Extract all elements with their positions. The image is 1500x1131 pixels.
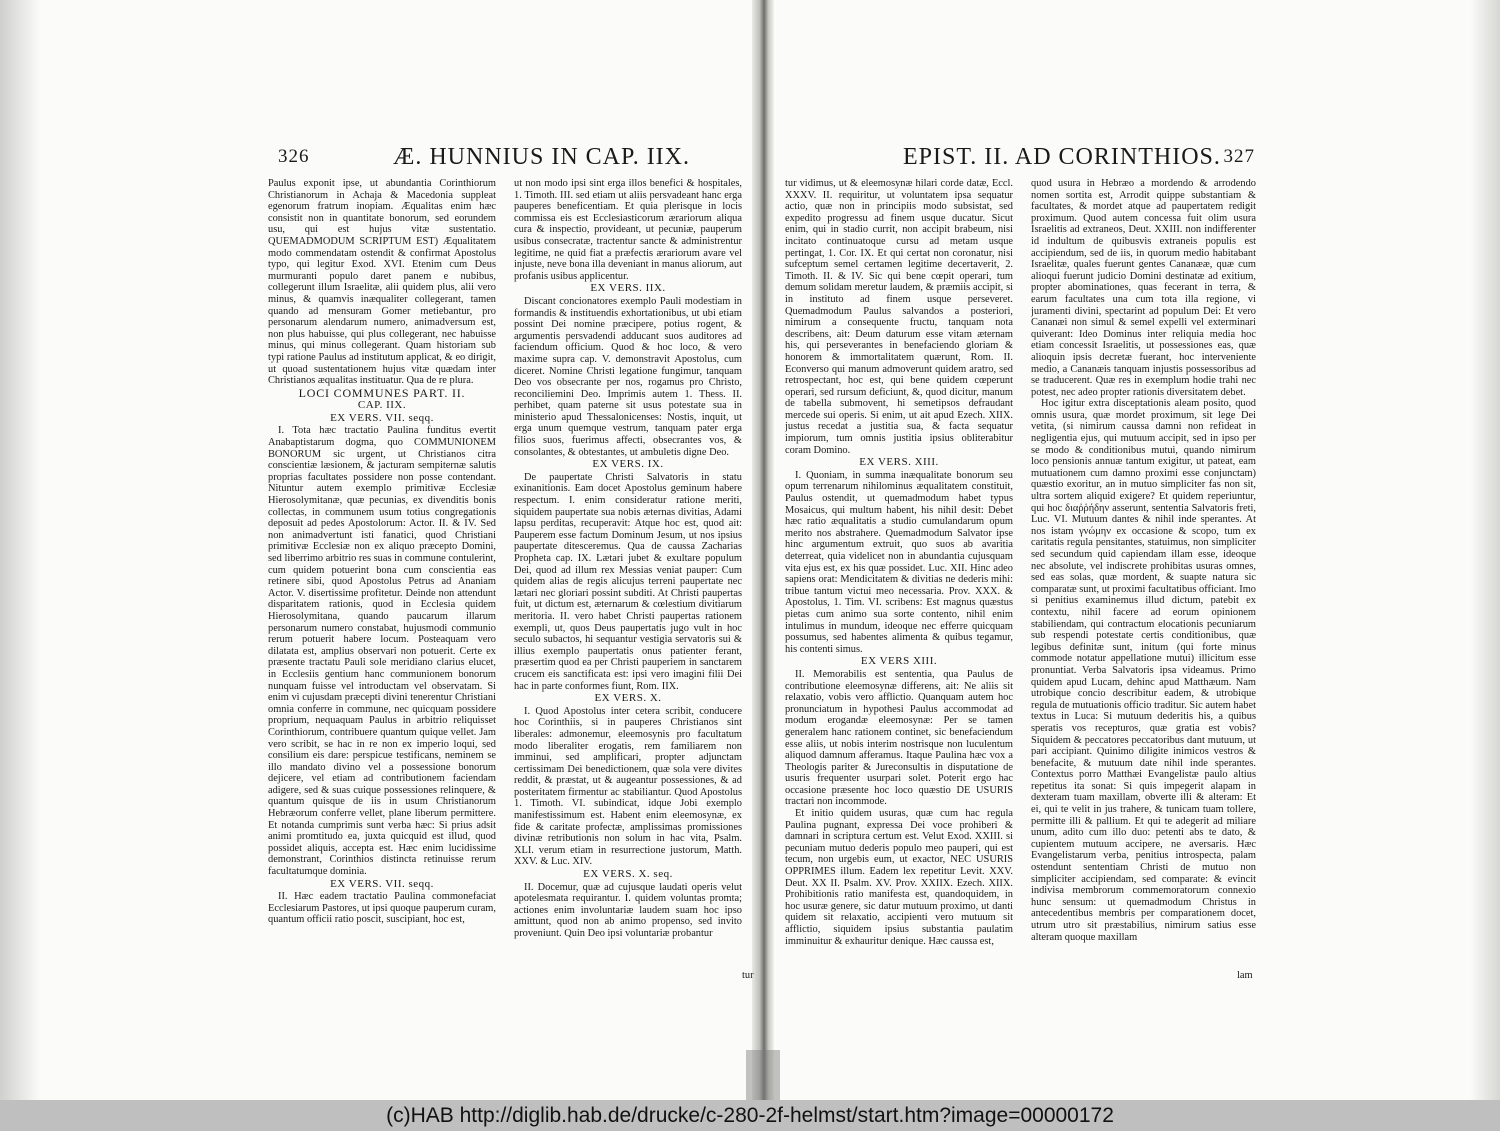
- paragraph: I. Quoniam, in summa inæqualitate bonorum seu opum terrenarum nihilominus æqualitatem constituit, Paulus ostendit, ut quemadmodum habet typus Mosaicus, qui multum habent, his nihil desit: Debet hæc ratio æqualitatis a studio cumulandarum opum merito nos abstrahere. Quemadmodum Salvator ipse hinc argumentum extruit, quo suos ab avaritia deterreat, quia videlicet non in abundantia cujusquam vita ejus est, ex his quæ possidet. Luc. XII. Hinc adeo sapiens orat: Mendicitatem & divitias ne dederis mihi: tribue tantum victui meo necessaria. Prov. XXX. & Apostolus, 1. Tim. VI. scribens: Est magnus quæstus pietas cum animo sua sorte contento, nihil enim intulimus in mundum, ideoque nec efferre quicquam possumus, sed habentes alimenta & quibus tegamur, his contenti simus.: [785, 469, 1013, 655]
- paragraph: I. Quod Apostolus inter cetera scribit, conducere hoc Corinthiis, si in pauperes Christianos sint liberales: admonemur, eleemosynis pro facultatum modo liberaliter erogatis, rem familiarem non imminui, sed amplificari, propter adjunctam certissimam Dei benedictionem, quæ sola vere divites reddit, & præstat, ut & augeantur possessiones, & ad posteritatem firmentur ac stabiliantur. Quod Apostolus 1. Timoth. VI. subindicat, idque Jobi exemplo manifestissimum est. Habent enim eleemosynæ, ex fide & caritate profectæ, amplissimas promissiones divinæ retributionis non solum in hac vita, Psalm. XLI. verum etiam in resurrectione justorum, Matth. XXV. & Luc. XIV.: [514, 705, 742, 868]
- spine-shadow: [746, 1050, 780, 1100]
- paragraph: II. Hæc eadem tractatio Paulina commonefaciat Ecclesiarum Pastores, ut ipsi quoque pauperum curam, quantum officii ratio poscit, suscipiant, hoc est,: [268, 891, 496, 926]
- columns-left: [268, 178, 748, 998]
- section-heading: EX VERS. IIX.: [590, 282, 666, 295]
- running-title-left: Æ. HUNNIUS IN CAP. IIX.: [393, 144, 691, 170]
- section-heading: EX VERS. XIII.: [859, 456, 939, 469]
- section-heading: LOCI COMMUNES PART. II.: [298, 385, 466, 400]
- paragraph: II. Docemur, quæ ad cujusque laudati operis velut apotelesmata requirantur. I. quidem voluntas promta; actiones enim involuntariæ laudem suam hoc ipso amittunt, quod non ab animo propenso, sed invito proveniunt. Quin Deo ipsi voluntariæ probantur: [514, 881, 742, 939]
- section-heading: EX VERS. X.: [594, 692, 662, 705]
- running-head-left: [268, 140, 748, 172]
- page-number-left: 326: [278, 146, 310, 167]
- column-left-a: [268, 178, 496, 998]
- section-heading: EX VERS. X. seq.: [583, 868, 673, 881]
- column-right-b: [1031, 178, 1256, 998]
- paragraph: Hoc igitur extra disceptationis aleam posito, quod omnis usura, quæ mordet proximum, sit lege Dei vetita, (si nimirum caussa damni non refideat in negligentia ejus, qui mutuum accipit, sed in ipso per se modo & conditionibus mutui, quando nimirum loco pensionis annuæ tantum exigitur, ut pateat, eam mutuationem cum damno proximi esse conjunctam) quæstio exoritur, an in mutuo simpliciter fas non sit, ultra sortem aliquid exigere? Et quidem reperiuntur, qui hoc διαῤῥήδην asserunt, sententia Salvatoris freti, Luc. VI. Mutuum dantes & nihil inde sperantes. At nos istam γνώμην ex occasione & scopo, tum ex caritatis regula pensitantes, statuimus, non simpliciter sed secundum quid capiendam illam esse, ideoque nec absolute, vel indiscrete prohibitas usuras omnes, sed eas solas, quæ mordent, & suapte natura sic comparatæ sunt, ut proximi facultatibus officiant. Imo si penitius examinemus illud dictum, patebit ex contextu, nihil facere ad eorum opinionem stabiliendam, qui contractum elocationis pecuniarum sub respendi potestate certis conditionibus, quæ legibus definitæ sunt, initum (qui forte minus commode notatur appellatione mutui) illicitum esse pronuntiat. Verba Salvatoris ipsa videamus. Primo quidem apud Lucam, dehinc apud Matthæum. Nam utrobique concio describitur eadem, & utrobique regula de mutuationis officio traditur. Sic autem habet textus in Luca: Si mutuum dederitis his, a quibus speratis vos recepturos, quæ gratia est vobis? Siquidem & peccatores peccatoribus dant mutuum, ut pari accipiant. Quinimo diligite inimicos vestros & benefacite, & mutuum date nihil inde sperantes. Contextus porro Matthæi Evangelistæ paulo altius repetitus ita sonat: Si quis impegerit alapam in dexteram tuam maxillam, obverte illi & alteram: Et ei, qui te velit in jus trahere, & tunicam tuam tollere, permitte illi & pallium. Et qui te adegerit ad miliare unum, adito cum illo duo: petenti abs te dato, & cupientem mutuum accipere, ne aversaris. Hæc Evangelistarum verba, penitius introspecta, palam ostendunt sententiam Christi de mutuo non simpliciter accipiendam, sed comparate: & evincit indivisa membrorum commemoratorum connexio hunc sensum: ut quemadmodum Christus in antecedentibus membris per comparationem docet, utrum utro sit præstabilius, nimirum satius esse alteram quoque maxillam: [1031, 398, 1256, 943]
- paragraph: Paulus exponit ipse, ut abundantia Corinthiorum Christianorum in Achaja & Macedonia suppleat egenorum fratrum inopiam. Æqualitas enim hæc consistit non in quantitate bonorum, sed eorundem usu, qui est hujus vitæ sustentatio. QUEMADMODUM SCRIPTUM EST) Æqualitatem modo commendatam ostendit & confirmat Apostolus typo, qui legitur Exod. XVI. Etenim cum Deus murmuranti populo daret panem e nubibus, collegerunt illum Israelitæ, alii quidem plus, alii vero minus, & quamvis inæqualiter collegerant, tamen quando ad mensuram Gomer metiebantur, pro personarum alendarum numero, animadversum est, non plus habuisse, qui plus collegerant, nec habuisse minus, qui minus collegerant. Quam historiam sub typi ratione Paulus ad institutum applicat, & eo dirigit, ut quoad sustentationem hujus vitæ quædam inter Christianos æqualitas instituatur. Qua de re plura.: [268, 178, 496, 387]
- section-heading: EX VERS. VII. seqq.: [330, 411, 434, 424]
- paragraph: ut non modo ipsi sint erga illos benefici & hospitales, 1. Timoth. III. sed etiam ut aliis persvadeant hanc erga pauperes beneficentiam. Et quia plerisque in locis commissa eis est Ecclesiasticorum ærariorum aliqua cura & inspectio, provideant, ut pecuniæ, pauperum usibus consecratæ, tractentur sancte & administrentur legitime, ne quid fiat a præfectis ærariorum avare vel injuste, neve bona illa deveniant in manus aliorum, aut profanis usibus applicentur.: [514, 178, 742, 282]
- paragraph: II. Memorabilis est sententia, qua Paulus de contributione eleemosynæ differens, ait: Ne aliis sit relaxatio, vobis vero afflictio. Quanquam autem hoc pronunciatum in hypothesi Paulus accommodat ad modum erogandæ eleemosynæ: Per se tamen generalem hanc rationem continet, sic benefaciendum esse aliis, ut nobis interim nostrisque non luculentum aliquod damnum afferamus. Itaque Paulina hæc vox a Theologis pariter & Jureconsultis in disputatione de usuris frequenter usurpari solet. Poterit ergo hac occasione præsente hoc loco quæstio DE USURIS tractari non incommode.: [785, 668, 1013, 808]
- right-page: [785, 140, 1255, 998]
- paragraph: tur vidimus, ut & eleemosynæ hilari corde datæ, Eccl. XXXV. II. requiritur, ut voluntatem ipsa sequatur actio, quæ non in principiis modo subsistat, sed expedito progressu ad finem usque ducatur. Sicut enim, qui in stadio currit, non accipit brabeum, nisi incitato continuatoque cursu ad metam usque pertingat, 1. Cor. IX. Et qui certat non coronatur, nisi sufceptum semel certamen legitime decertaverit, 2. Timoth. II. & IV. Sic qui bene cœpit operari, tum demum solidam meretur laudem, & præmiis accipit, si in instituto ad finem usque perseveret. Quemadmodum Paulus salvandos a posteriori, nimirum a consequente fructu, tanquam nota describens, ait: Deum daturum esse vitam æternam his, qui perseverantes in benefaciendo gloriam & honorem & immortalitatem quærunt, Rom. II. Econverso qui manum admoverunt quidem aratro, sed retrospectant, hoc est, qui bene quidem cœperunt operari, sed rursum deficiunt, &, quod dicitur, manum de tabella submovent, hi semetipsos defraudant mercede sui operis. Si enim, ut ait apud Ezech. XIIX. justus recedat a justitia sua, & facta sequatur impiorum, tum omnis justitia ipsius obliterabitur coram Domino.: [785, 178, 1013, 456]
- column-right-a: [785, 178, 1013, 998]
- paragraph: quod usura in Hebræo a mordendo & arrodendo nomen sortita est, Arrodit quippe substantiam & facultates, & mordet atque ad paupertatem redigit proximum. Quod autem concessa fuit olim usura Israelitis ad extraneos, Deut. XXIII. non indifferenter id indultum de quibusvis extraneis populis est accipiendum, sed de iis, in quorum medio habitabant Israelitæ, quales fuerunt gentes Cananææ, quæ cum alioqui fuerunt judicio Domini destinatæ ad exitium, propter abominationes, quas fecerant in terra, & earum facultates una cum tota illa regione, vi juramenti divini, spectarint ad populum Dei: Et vero Cananæi non simul & semel expelli vel exterminari quiverant: Ideo Dominus inter reliquia media hoc etiam concessit Israelitis, ut possessiones eas, quæ alioquin ipsis decretæ fuerant, hoc interveniente medio, a Cananæis tanquam injustis possessoribus ad se traducerent. Quæ res in exemplum hodie trahi nec potest, nec adeo propter rationis diversitatem debet.: [1031, 178, 1256, 398]
- left-page: [268, 140, 754, 998]
- column-left-b: [514, 178, 742, 998]
- paragraph: Et initio quidem usuras, quæ cum hac regula Paulina pugnant, expressa Dei voce prohiberi & damnari in scriptura certum est. Velut Exod. XXIII. si pecuniam mutuo dederis populo meo pauperi, qui est tecum, non urgebis eum, ut exactor, NEC USURIS OPPRIMES illum. Eadem lex repetitur Levit. XXV. Deut. XX II. Psalm. XV. Prov. XXIIX. Ezech. XIIX. Prohibitionis ratio manifesta est, quandoquidem, in hoc usuræ genere, sic datur mutuum proximo, ut danti quidem sit relaxatio, accipienti vero mutuum sit afflictio, siquidem ipsius substantia paulatim imminuitur & exhauritur denique. Hæc caussa est,: [785, 808, 1013, 947]
- section-heading: CAP. IIX.: [357, 399, 407, 412]
- book-gutter: [752, 0, 774, 1100]
- page-edge-right: [1470, 0, 1500, 1100]
- catchword-left: tur: [742, 970, 754, 981]
- paragraph: Discant concionatores exemplo Pauli modestiam in formandis & instituendis exhortationibus, ut ubi etiam possint Dei nomine præcipere, potius rogent, & argumentis persvadendi adducant suos auditores ad faciendum officium. Quod & hoc loco, & vero maxime supra cap. V. demonstravit Apostolus, cum diceret. Nomine Christi legatione fungimur, tanquam Deo vos obsecrante per nos, rogamus pro Christo, reconciliemini Deo. Imprimis autem 1. Thess. II. perhibet, quam paterne sit usus potestate sua in ministerio apud Thessalonicenses: Nostis, inquit, ut erga unum quemque vestrum, tanquam pater erga filios suos, fuerimus affecti, obsecrantes vos, & consolantes, & obtestantes, ut ambuletis digne Deo.: [514, 295, 742, 458]
- paragraph: De paupertate Christi Salvatoris in statu exinanitionis. Eam docet Apostolus geminum habere respectum. I. enim consideratur ratione meriti, siquidem paupertate sua nobis æternas divitias, Adami lapsu perditas, recuperavit: Atque hoc est, quod ait: Pauperem esse factum Dominum Jesum, ut nos ipsius paupertate ditesceremus. Qua de caussa Zacharias Propheta cap. IX. Lætari jubet & exultare populum Dei, quod ad illum rex Messias veniat pauper: Cum quidem alias de regis alicujus terreni paupertate nec lætari nec gloriari possint subditi. At Christi paupertas fuit, ut dictum est, æternarum & cœlestium divitiarum meritoria. II. vero habet Christi paupertas rationem exempli, ut, quos Deus paupertatis jugo vult in hoc seculo subactos, hi sequantur vestigia servatoris sui & illius exemplo paupertatis onus patienter ferant, præsertim quod ea per Christi pauperiem in sanctarem crucem eis sanctificata est: ipsi vero imagini filii Dei hac in parte conformes fiunt, Rom. IIX.: [514, 471, 742, 692]
- page-edge-left: [0, 0, 40, 1100]
- section-heading: EX VERS XIII.: [860, 655, 938, 668]
- columns-right: [785, 178, 1255, 998]
- page-number-right: 327: [1223, 146, 1255, 167]
- copyright-footer: [0, 1100, 1500, 1131]
- running-title-right: EPIST. II. AD CORINTHIOS.: [903, 144, 1221, 170]
- copyright-url: (c)HAB http://diglib.hab.de/drucke/c-280-2f-helmst/start.htm?image=00000172: [386, 1104, 1114, 1127]
- catchword-right: lam: [1237, 970, 1253, 981]
- paragraph: I. Tota hæc tractatio Paulina funditus evertit Anabaptistarum dogma, quo COMMUNIONEM BONORUM sic urgent, ut Christianos citra conscientiæ læsionem, & jacturam sempiternæ salutis proprias facultates possidere non posse contendant. Nituntur autem exemplo primitivæ Ecclesiæ Hierosolymitanæ, quæ pecunias, ex divenditis bonis collectas, in communem usum totius congregationis deposuit ad pedes Apostolorum: Actor. II. & IV. Sed non animadvertunt isti fanatici, quod Christiani primitivæ Ecclesiæ non ex aliquo præcepto Domini, sed liberrimo arbitrio res suas in commune contulerint, cum quidem potuerint bona cum conscientia eas retinere sibi, quod Apostolus Petrus ad Ananiam Actor. V. disertissime profitetur. Deinde non attendunt disparitatem rationis, quod in Ecclesia quidem Hierosolymitana, quando paucarum illarum personarum numero constabat, hujusmodi communio rerum potuerit habere locum. Posteaquam vero dilatata est, amplius observari non potuerit. Certe ex præsente tractatu Pauli sole meridiano clarius elucet, in Ecclesiis gentium hanc communionem bonorum nunquam fuisse vel introductam vel observatam. Si enim vi cujusdam præcepti divini tenerentur Christiani omnia conferre in commune, nec quicquam possidere proprium, nequaquam Paulus in arbitrio reliquisset Corinthiorum, contribuere quantum quique vellet. Jam vero scribit, se hac in re non ex imperio loqui, sed consilium eis dare: perspicue testificans, neminem se illo mandato divino vel a possessione bonorum dejicere, vel etiam ad contributionem faciendam adigere, sed & suas cuique possessiones relinquere, & quantum quisque de iis in usum Christianorum Hebræorum conferre vellet, plane liberum permittere. Et notanda cumprimis sunt verba hæc: Si prius adsit animi promtitudo ea, juxta quicquid est illud, quod possidet aliquis, accepta est. Hæc enim lucidissime demonstrant, Corinthios distincta retinuisse rerum facultatumque dominia.: [268, 425, 496, 878]
- running-head-right: [785, 140, 1255, 172]
- section-heading: EX VERS. VII. seqq.: [330, 877, 434, 890]
- section-heading: EX VERS. IX.: [592, 458, 664, 471]
